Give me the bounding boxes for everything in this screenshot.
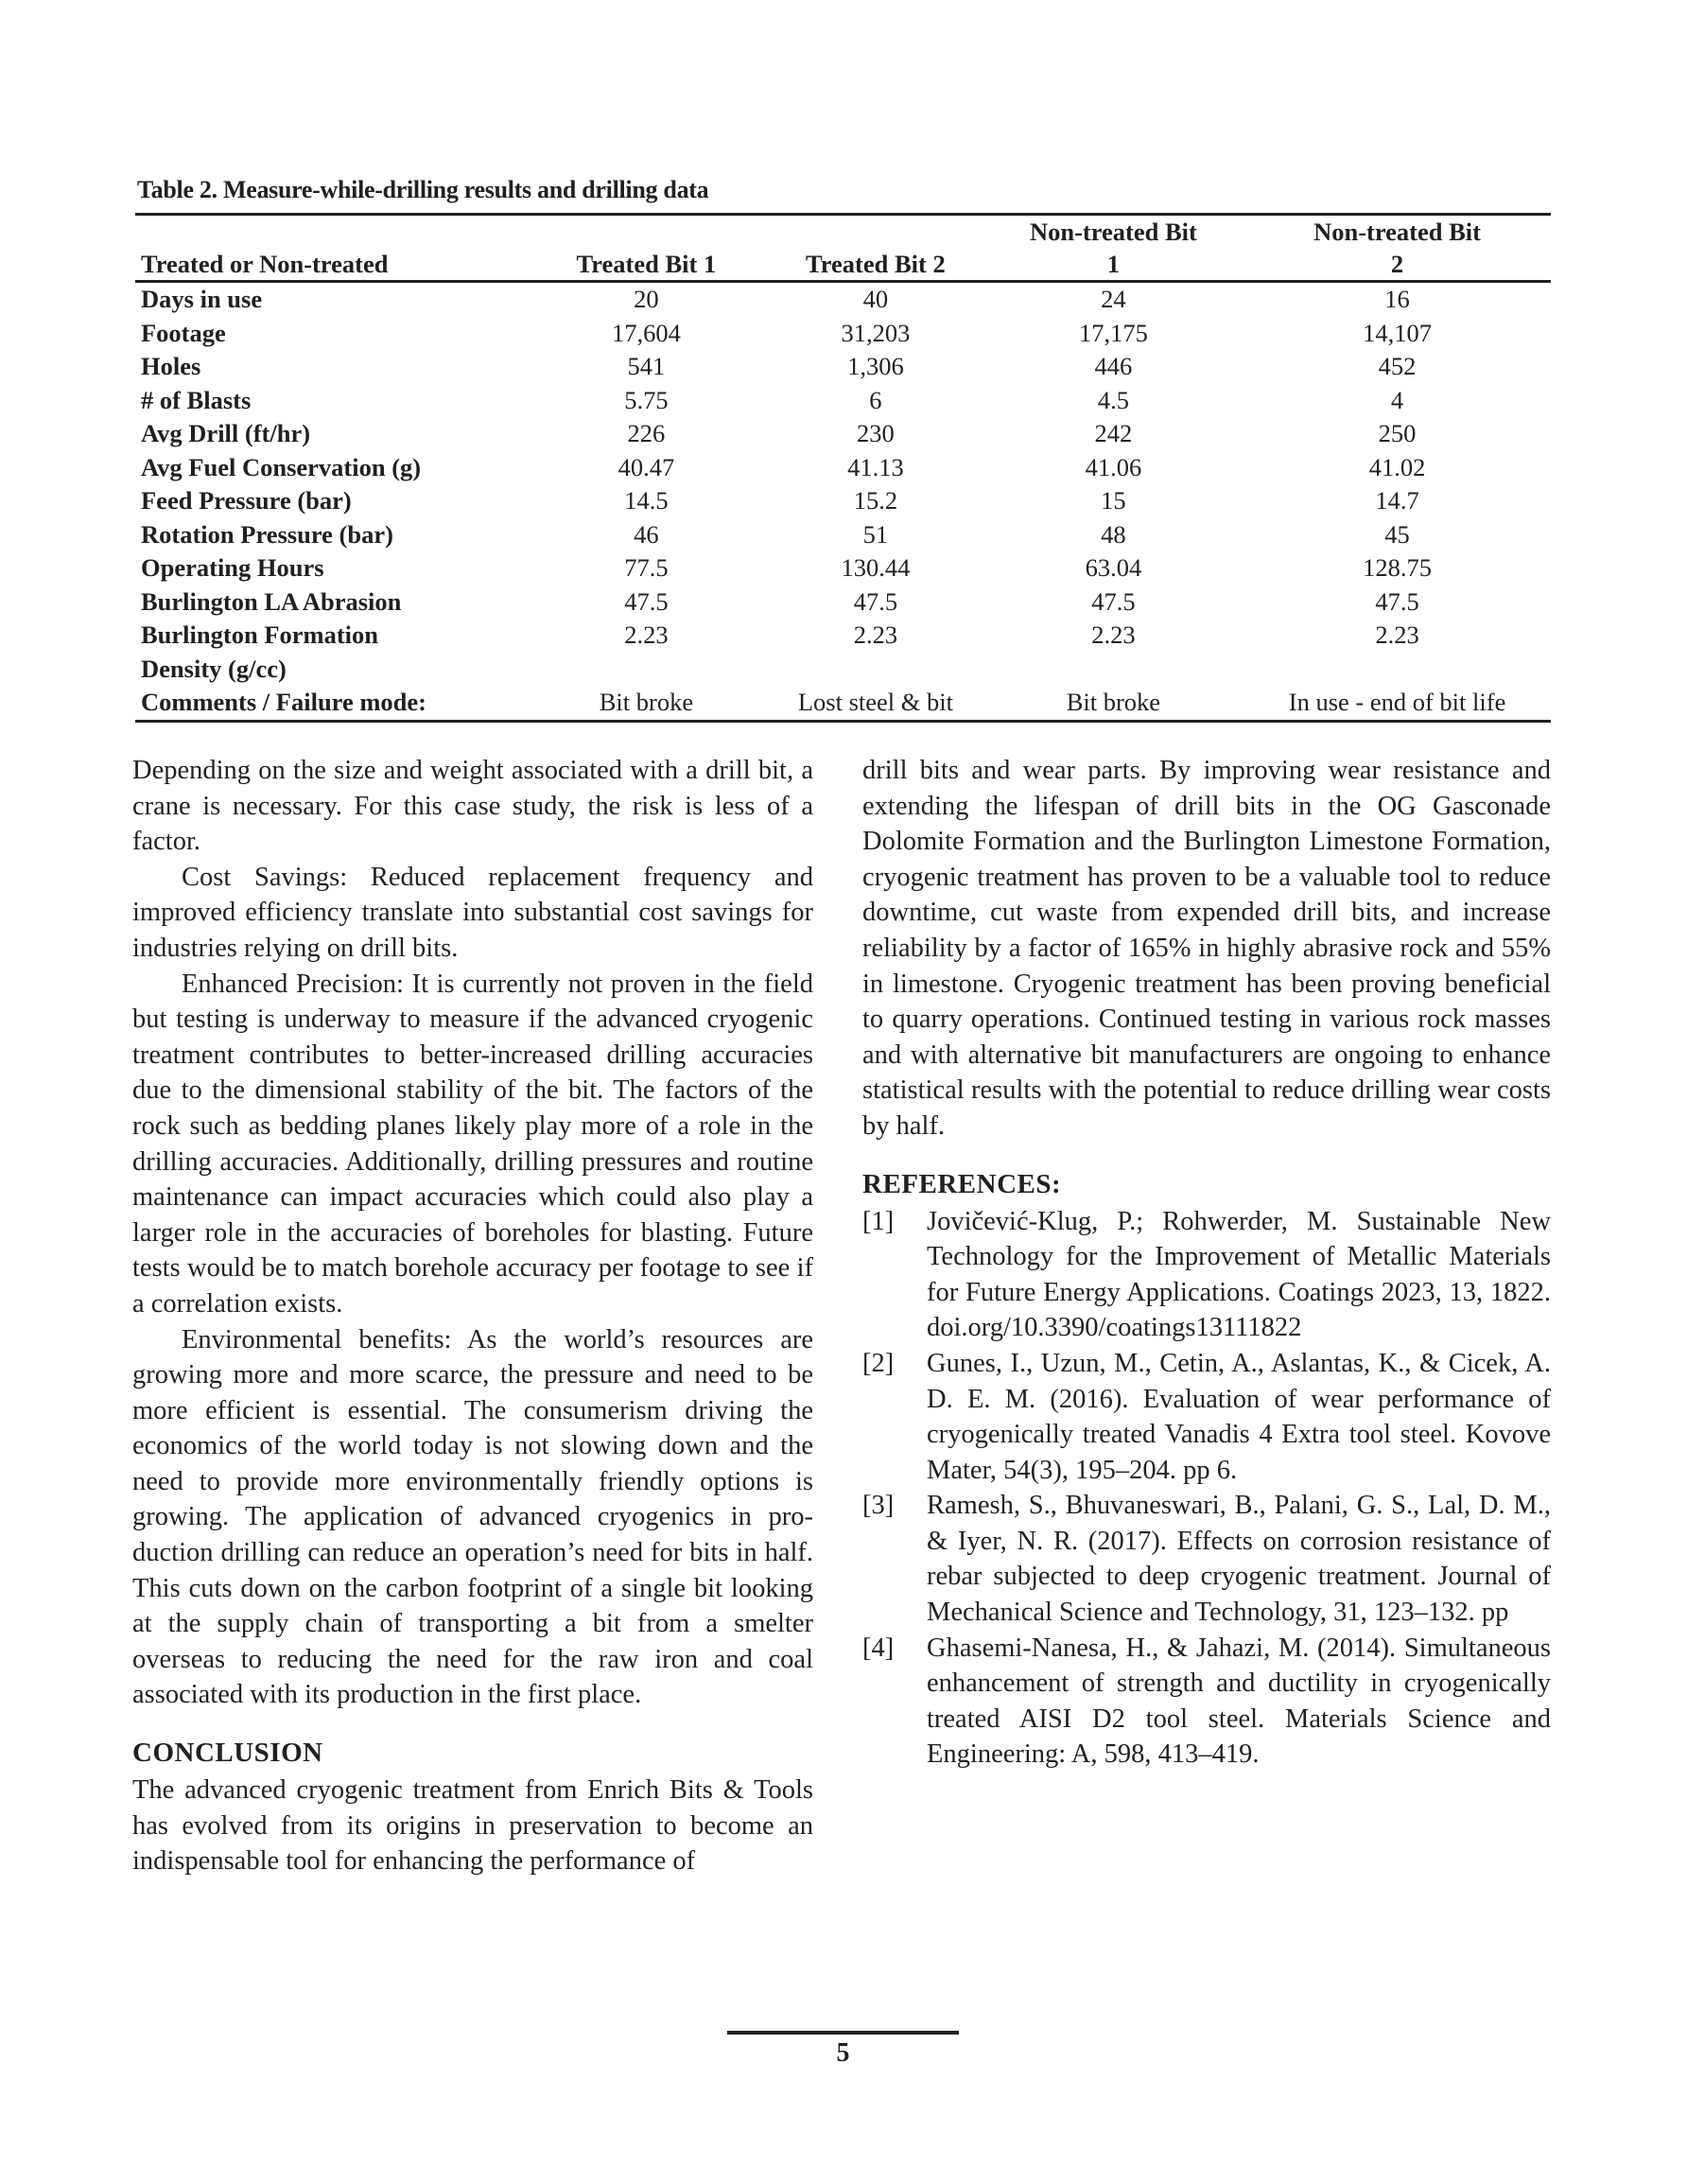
- table-cell: 2.23: [1091, 620, 1136, 649]
- table-cell: 40: [862, 285, 889, 313]
- table-cell: 5.75: [624, 385, 669, 414]
- header-cell: Non-treated Bit: [983, 215, 1244, 249]
- table-cell: 63.04: [1085, 553, 1142, 582]
- table-row: [135, 551, 1551, 585]
- body-paragraph-cost-savings: Cost Savings: Reduced replacement frequency and improved efficiency translate into substantial cost savings for industries relying on drill bits.: [132, 862, 813, 963]
- references-list: [862, 1204, 1551, 1773]
- table-cell: 128.75: [1363, 553, 1432, 582]
- table-cell: 17,175: [1078, 318, 1148, 347]
- table-cell: 41.13: [847, 452, 904, 481]
- table-cell: 541: [627, 352, 666, 380]
- row-label: Operating Hours: [141, 553, 324, 582]
- table-cell: 2.23: [853, 620, 898, 649]
- table-cell: 47.5: [1091, 586, 1136, 616]
- table-row: [135, 282, 1551, 317]
- table-cell: 41.02: [1368, 452, 1426, 481]
- table-cell: 452: [1378, 352, 1417, 380]
- table-caption: Table 2. Measure-while-drilling results and drilling data: [137, 176, 709, 203]
- table-cell: 14.5: [624, 486, 669, 515]
- table-row: [135, 417, 1551, 451]
- body-paragraph: Depending on the size and weight associated with a drill bit, a crane is necessary. For this case study, the risk is less of a factor.: [132, 756, 813, 857]
- table-cell: 446: [1094, 352, 1133, 380]
- reference-text: Jovičević-Klug, P.; Rohwerder, M. Sustainable New Technology for the Improvement of Metallic Materials for Future Energy Applications. Coatings 2023, 13, 1822. doi.org/10.3390/coatings13111822: [927, 1206, 1551, 1343]
- table-row: [135, 619, 1551, 653]
- table-cell: [525, 653, 768, 687]
- header-cell-non-treated-bit-2: 2: [1244, 248, 1551, 282]
- table-cell: 47.5: [624, 586, 669, 616]
- table-row: [135, 585, 1551, 620]
- table-row: [135, 484, 1551, 518]
- table-row: [135, 518, 1551, 552]
- drilling-data-table: [135, 213, 1551, 723]
- row-label: Holes: [141, 352, 201, 380]
- table-cell: 47.5: [853, 586, 898, 616]
- table-cell: 41.06: [1085, 452, 1142, 481]
- page-number: 5: [836, 2038, 850, 2068]
- table-row: [135, 317, 1551, 351]
- references-heading: REFERENCES:: [862, 1168, 1062, 1199]
- table-row: [135, 451, 1551, 485]
- table-cell: 16: [1384, 285, 1410, 313]
- table-cell: 230: [857, 419, 895, 447]
- table-row: [135, 384, 1551, 418]
- table-cell: 4.5: [1097, 385, 1129, 414]
- row-label: Avg Drill (ft/hr): [141, 419, 311, 447]
- row-label: Footage: [141, 318, 226, 347]
- table-cell: 51: [862, 519, 889, 549]
- table-cell: 31,203: [841, 318, 911, 347]
- table-cell: 2.23: [1375, 620, 1419, 649]
- table-cell: 14.7: [1375, 486, 1419, 515]
- table-header-row: [135, 248, 1551, 282]
- table-cell: 17,604: [611, 318, 681, 347]
- conclusion-paragraph-continued: drill bits and wear parts. By improving wear resistance and extending the lifespan of drill bits in the OG Gasconade Dolomite Formation and the Burlington Limestone Formation, cryogenic treatment has proven to be a valuable tool to reduce downtime, cut waste from expended drill bits, and increase reliability by a factor of 165% in highly abrasive rock and 55% in limestone. Cryogenic treatment has been proving beneficial to quarry operations. Continued testing in various rock masses and with alternative bit manufacturers are ongoing to enhance statistical results with the potential to reduce drilling wear costs by half.: [862, 756, 1551, 1141]
- table-cell: [1244, 653, 1551, 687]
- table-row: [135, 653, 1551, 687]
- table-cell: 14,107: [1363, 318, 1432, 347]
- row-label: Days in use: [141, 285, 263, 313]
- table-cell: 24: [1101, 285, 1126, 313]
- table-cell: [983, 653, 1244, 687]
- table-cell: 20: [634, 285, 659, 313]
- drilling-data-table-section: [135, 175, 1551, 723]
- header-cell: Non-treated Bit: [1244, 215, 1551, 249]
- table-cell: Bit broke: [983, 686, 1244, 721]
- row-label: Burlington Formation: [141, 620, 379, 649]
- table-cell: 15: [1101, 486, 1126, 515]
- body-paragraph-enhanced-precision: Enhanced Precision: It is currently not proven in the field but testing is underway to measure if the advanced cryogenic treatment contributes to better-increased drilling accuracies due to the dimensional stability of the bit. The factors of the rock such as bedding planes likely play more of a role in the drilling accuracies. Additionally, drilling pressures and routine maintenance can impact accuracies which could also play a larger role in the accuracies of boreholes for blasting. Future tests would be to match borehole accuracy per footage to see if a correlation exists.: [132, 969, 813, 1319]
- table-body: [135, 282, 1551, 722]
- reference-number: [3]: [862, 1491, 895, 1521]
- table-cell: 40.47: [617, 452, 675, 481]
- header-cell-non-treated-bit-1: 1: [983, 248, 1244, 282]
- table-cell: 47.5: [1375, 586, 1419, 616]
- table-cell: 2.23: [624, 620, 669, 649]
- left-column: [132, 753, 813, 1879]
- table-cell: [768, 653, 983, 687]
- right-column: [862, 753, 1551, 1773]
- table-cell: 46: [634, 519, 659, 549]
- reference-item: [862, 1631, 1551, 1773]
- table-header-row-top: [135, 215, 1551, 249]
- table-cell: 48: [1101, 519, 1126, 549]
- reference-item: [862, 1204, 1551, 1346]
- footer-rule: [727, 2031, 959, 2035]
- table-cell: 130.44: [841, 553, 911, 582]
- header-cell-treated-bit-2: Treated Bit 2: [768, 248, 983, 282]
- header-cell-category: Treated or Non-treated: [135, 248, 525, 282]
- row-label: Feed Pressure (bar): [141, 486, 352, 515]
- table-cell: 250: [1378, 419, 1417, 447]
- reference-number: [4]: [862, 1633, 895, 1663]
- reference-text: Ramesh, S., Bhuvaneswari, B., Palani, G. S., Lal, D. M., & Iyer, N. R. (2017). Effects on corrosion resistance of rebar subjected to deep cryogenic treatment. Journal of Mechanical Science and Technology, 31, 123–132. pp: [927, 1491, 1551, 1628]
- table-cell: 226: [627, 419, 666, 447]
- table-cell: 77.5: [624, 553, 669, 582]
- reference-text: Ghasemi-Nanesa, H., & Jahazi, M. (2014). Simultaneous enhancement of strength and ductility in cryogenically treated AISI D2 tool steel. Materials Science and Engineering: A, 598, 413–419.: [927, 1633, 1551, 1770]
- conclusion-paragraph: The advanced cryogenic treatment from Enrich Bits & Tools has evolved from its origins in preservation to become an indispensable tool for enhancing the performance of: [132, 1775, 813, 1877]
- table-cell: 1,306: [847, 352, 904, 380]
- table-row: [135, 686, 1551, 721]
- reference-number: [1]: [862, 1206, 895, 1236]
- conclusion-heading: CONCLUSION: [132, 1738, 323, 1769]
- table-cell: 6: [869, 385, 882, 414]
- table-cell: 242: [1094, 419, 1133, 447]
- table-cell: Bit broke: [525, 686, 768, 721]
- reference-number: [2]: [862, 1348, 895, 1378]
- row-label: Burlington LA Abrasion: [141, 586, 402, 616]
- row-label: Density (g/cc): [141, 654, 287, 683]
- header-cell: [525, 215, 768, 249]
- row-label: Comments / Failure mode:: [135, 686, 525, 721]
- body-paragraph-environmental-benefits: Environmental benefits: As the world’s resources are growing more and more scarce, the pressure and need to be more efficient is essential. The consumerism driving the economics of the world today is not slowing down and the need to provide more environmentally friendly options is growing. The application of advanced cryogenics in production drilling can reduce an operation’s need for bits in half. This cuts down on the carbon footprint of a single bit looking at the supply chain of transporting a bit from a smelter overseas to reducing the need for the raw iron and coal associated with its production in the first place.: [132, 1324, 813, 1710]
- row-label: # of Blasts: [141, 385, 252, 414]
- table-cell: Lost steel & bit: [768, 686, 983, 721]
- header-cell: [768, 215, 983, 249]
- reference-item: [862, 1488, 1551, 1630]
- row-label: Avg Fuel Conservation (g): [141, 452, 422, 481]
- table-row: [135, 350, 1551, 384]
- reference-text: Gunes, I., Uzun, M., Cetin, A., Aslantas, K., & Cicek, A. D. E. M. (2016). Evaluation of wear performance of cryogenically treated Vanadis 4 Extra tool steel. Kovove Mater, 54(3), 195–204. pp 6.: [927, 1348, 1551, 1485]
- table-cell: In use - end of bit life: [1244, 686, 1551, 721]
- row-label: Rotation Pressure (bar): [141, 519, 393, 549]
- table-cell: 4: [1390, 385, 1404, 414]
- table-cell: 15.2: [853, 486, 898, 515]
- header-cell: [135, 215, 525, 249]
- header-cell-treated-bit-1: Treated Bit 1: [525, 248, 768, 282]
- reference-item: [862, 1346, 1551, 1488]
- table-cell: 45: [1384, 519, 1410, 549]
